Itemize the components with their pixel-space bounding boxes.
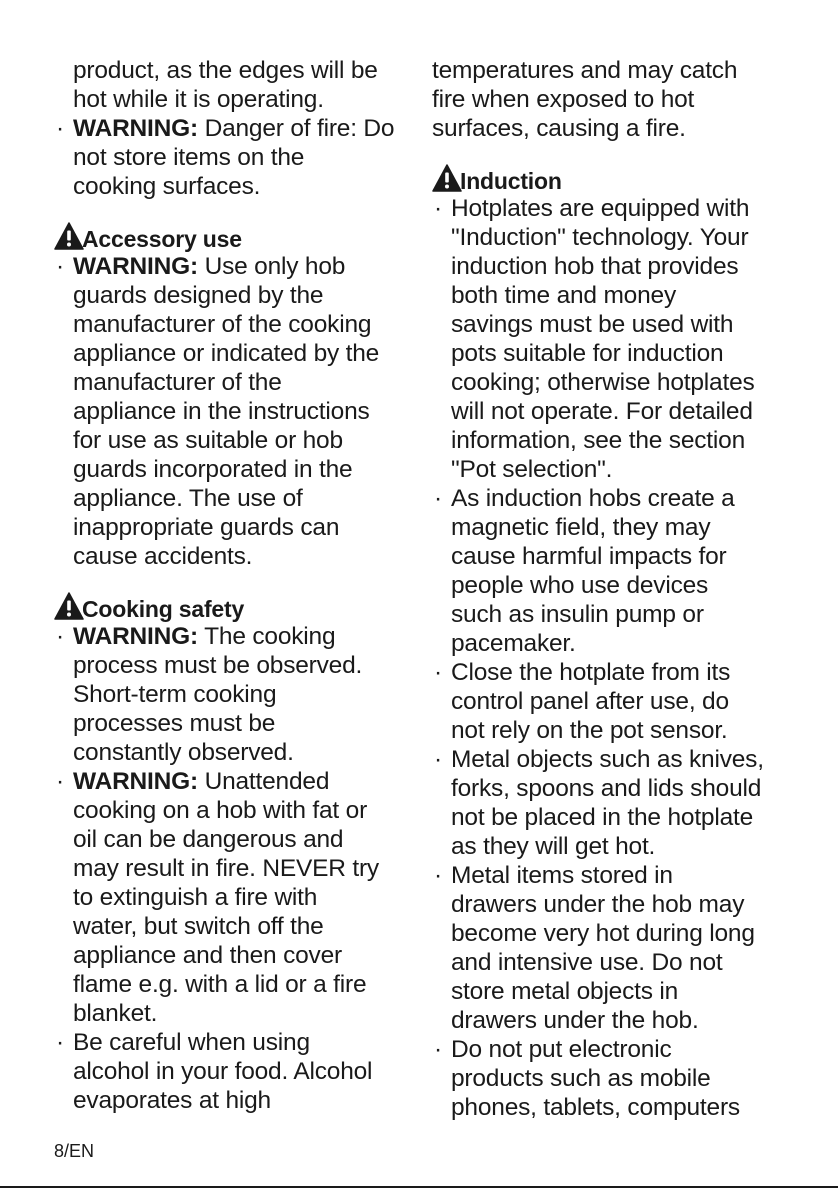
text-line	[451, 368, 792, 397]
line-text: guards incorporated in the	[73, 456, 353, 483]
line-text: appliance and then cover	[73, 942, 342, 969]
warning-label: WARNING:	[73, 768, 198, 795]
text-line	[451, 194, 792, 223]
text-line	[73, 281, 414, 310]
text-line	[451, 803, 792, 832]
line-text: Short-term cooking	[73, 681, 277, 708]
paragraph	[432, 56, 792, 143]
text-line	[451, 890, 792, 919]
bullet-dot: ·	[434, 195, 442, 222]
line-text: may result in fire. NEVER try	[73, 855, 379, 882]
text-line	[73, 252, 414, 281]
line-text: and intensive use. Do not	[451, 949, 723, 976]
bullet-item	[432, 484, 792, 658]
line-text: induction hob that provides	[451, 253, 739, 280]
bullet-dot: ·	[434, 1036, 442, 1063]
line-text: product, as the edges will be	[73, 57, 378, 84]
line-text: such as insulin pump or	[451, 601, 704, 628]
line-text: magnetic field, they may	[451, 514, 711, 541]
left-column	[54, 56, 414, 1115]
line-text: pacemaker.	[451, 630, 576, 657]
section-heading-title: Induction	[460, 168, 562, 194]
line-text: Do not put electronic	[451, 1036, 672, 1063]
text-line	[73, 854, 414, 883]
section-heading	[432, 157, 792, 193]
text-line	[451, 571, 792, 600]
line-text: will not operate. For detailed	[451, 398, 753, 425]
text-line	[451, 223, 792, 252]
text-line	[451, 919, 792, 948]
text-line	[451, 252, 792, 281]
text-line	[451, 281, 792, 310]
line-text: people who use devices	[451, 572, 709, 599]
warning-label: WARNING:	[73, 623, 198, 650]
text-line	[73, 455, 414, 484]
text-line	[451, 542, 792, 571]
text-line	[73, 622, 414, 651]
line-text: fire when exposed to hot	[432, 86, 695, 113]
bullet-item	[432, 745, 792, 861]
text-line	[73, 825, 414, 854]
text-line	[451, 861, 792, 890]
bullet-item	[54, 114, 414, 201]
text-line	[73, 912, 414, 941]
line-text: blanket.	[73, 1000, 158, 1027]
text-line	[73, 85, 414, 114]
line-text: appliance or indicated by the	[73, 340, 380, 367]
line-text: to extinguish a fire with	[73, 884, 318, 911]
line-text: cooking on a hob with fat or	[73, 797, 368, 824]
text-line	[451, 658, 792, 687]
line-text: alcohol in your food. Alcohol	[73, 1058, 373, 1085]
line-text: drawers under the hob.	[451, 1007, 699, 1034]
line-text: Hotplates are equipped with	[451, 195, 750, 222]
bullet-item	[54, 767, 414, 1028]
line-text: cause accidents.	[73, 543, 253, 570]
line-text: inappropriate guards can	[73, 514, 340, 541]
line-text: evaporates at high	[73, 1087, 271, 1114]
text-line	[451, 774, 792, 803]
line-text: phones, tablets, computers	[451, 1094, 740, 1121]
text-line	[451, 977, 792, 1006]
text-line	[451, 513, 792, 542]
line-text: Close the hotplate from its	[451, 659, 731, 686]
text-line	[73, 56, 414, 85]
line-text: manufacturer of the	[73, 369, 282, 396]
text-line	[73, 1028, 414, 1057]
text-line	[73, 426, 414, 455]
text-line	[451, 716, 792, 745]
section-heading	[54, 585, 414, 621]
line-text: "Pot selection".	[451, 456, 613, 483]
bullet-item	[54, 1028, 414, 1115]
text-line	[432, 56, 792, 85]
line-text: Danger of fire: Do	[197, 115, 395, 142]
bullet-item	[432, 861, 792, 1035]
warning-label: WARNING:	[73, 253, 198, 280]
text-line	[73, 941, 414, 970]
bullet-dot: ·	[434, 485, 442, 512]
line-text: cooking surfaces.	[73, 173, 261, 200]
line-text: not be placed in the hotplate	[451, 804, 754, 831]
warning-triangle-icon	[432, 163, 462, 193]
text-line	[73, 883, 414, 912]
text-line	[451, 1006, 792, 1035]
bullet-dot: ·	[56, 768, 64, 795]
line-text: Unattended	[197, 768, 330, 795]
text-line	[451, 832, 792, 861]
text-line	[73, 143, 414, 172]
warning-triangle-icon	[54, 221, 84, 251]
line-text: flame e.g. with a lid or a fire	[73, 971, 367, 998]
text-line	[73, 680, 414, 709]
warning-triangle-icon	[54, 591, 84, 621]
text-line	[73, 709, 414, 738]
line-text: products such as mobile	[451, 1065, 711, 1092]
text-line	[451, 687, 792, 716]
line-text: processes must be	[73, 710, 276, 737]
section-heading	[54, 215, 414, 251]
bullet-item	[54, 252, 414, 571]
line-text: process must be observed.	[73, 652, 363, 679]
text-line	[73, 651, 414, 680]
line-text: savings must be used with	[451, 311, 734, 338]
line-text: as they will get hot.	[451, 833, 656, 860]
line-text: Metal items stored in	[451, 862, 673, 889]
line-text: guards designed by the	[73, 282, 324, 309]
line-text: temperatures and may catch	[432, 57, 738, 84]
line-text: Use only hob	[197, 253, 346, 280]
line-text: forks, spoons and lids should	[451, 775, 762, 802]
line-text: not rely on the pot sensor.	[451, 717, 728, 744]
bullet-dot: ·	[434, 862, 442, 889]
line-text: hot while it is operating.	[73, 86, 324, 113]
text-line	[73, 1057, 414, 1086]
text-line	[73, 542, 414, 571]
text-line	[432, 114, 792, 143]
line-text: manufacturer of the cooking	[73, 311, 372, 338]
text-line	[73, 1086, 414, 1115]
line-text: The cooking	[197, 623, 336, 650]
text-line	[451, 484, 792, 513]
line-text: As induction hobs create a	[451, 485, 735, 512]
line-text: Be careful when using	[73, 1029, 310, 1056]
bullet-item	[432, 1035, 792, 1122]
line-text: store metal objects in	[451, 978, 679, 1005]
text-line	[451, 426, 792, 455]
text-line	[451, 310, 792, 339]
line-text: for use as suitable or hob	[73, 427, 343, 454]
bottom-rule	[0, 1186, 838, 1188]
line-text: Metal objects such as knives,	[451, 746, 764, 773]
warning-label: WARNING:	[73, 115, 198, 142]
line-text: information, see the section	[451, 427, 746, 454]
text-line	[73, 513, 414, 542]
bullet-dot: ·	[434, 659, 442, 686]
text-line	[451, 339, 792, 368]
text-line	[73, 397, 414, 426]
text-line	[73, 767, 414, 796]
section-heading-title: Accessory use	[82, 226, 242, 252]
bullet-dot: ·	[56, 623, 64, 650]
line-text: both time and money	[451, 282, 677, 309]
text-line	[73, 368, 414, 397]
bullet-dot: ·	[56, 115, 64, 142]
text-line	[73, 339, 414, 368]
text-line	[451, 1064, 792, 1093]
bullet-item	[54, 622, 414, 767]
bullet-dot: ·	[434, 746, 442, 773]
line-text: cause harmful impacts for	[451, 543, 727, 570]
text-line	[451, 745, 792, 774]
line-text: surfaces, causing a fire.	[432, 115, 686, 142]
line-text: oil can be dangerous and	[73, 826, 344, 853]
paragraph	[54, 56, 414, 114]
text-line	[451, 629, 792, 658]
line-text: constantly observed.	[73, 739, 294, 766]
text-line	[451, 1093, 792, 1122]
text-line	[451, 948, 792, 977]
text-line	[73, 738, 414, 767]
right-column	[432, 56, 792, 1122]
section-heading-title: Cooking safety	[82, 596, 245, 622]
text-line	[451, 600, 792, 629]
bullet-dot: ·	[56, 1029, 64, 1056]
line-text: not store items on the	[73, 144, 305, 171]
text-line	[432, 85, 792, 114]
line-text: appliance in the instructions	[73, 398, 370, 425]
line-text: cooking; otherwise hotplates	[451, 369, 755, 396]
text-line	[73, 172, 414, 201]
text-line	[451, 455, 792, 484]
line-text: pots suitable for induction	[451, 340, 724, 367]
bullet-item	[432, 658, 792, 745]
line-text: appliance. The use of	[73, 485, 303, 512]
text-line	[451, 1035, 792, 1064]
bullet-dot: ·	[56, 253, 64, 280]
line-text: water, but switch off the	[73, 913, 324, 940]
line-text: drawers under the hob may	[451, 891, 745, 918]
line-text: control panel after use, do	[451, 688, 729, 715]
text-line	[73, 484, 414, 513]
text-line	[73, 114, 414, 143]
text-line	[451, 397, 792, 426]
text-line	[73, 796, 414, 825]
page-number: 8/EN	[54, 1141, 95, 1161]
line-text: become very hot during long	[451, 920, 755, 947]
text-line	[73, 970, 414, 999]
bullet-item	[432, 194, 792, 484]
text-line	[73, 310, 414, 339]
line-text: "Induction" technology. Your	[451, 224, 749, 251]
text-line	[73, 999, 414, 1028]
